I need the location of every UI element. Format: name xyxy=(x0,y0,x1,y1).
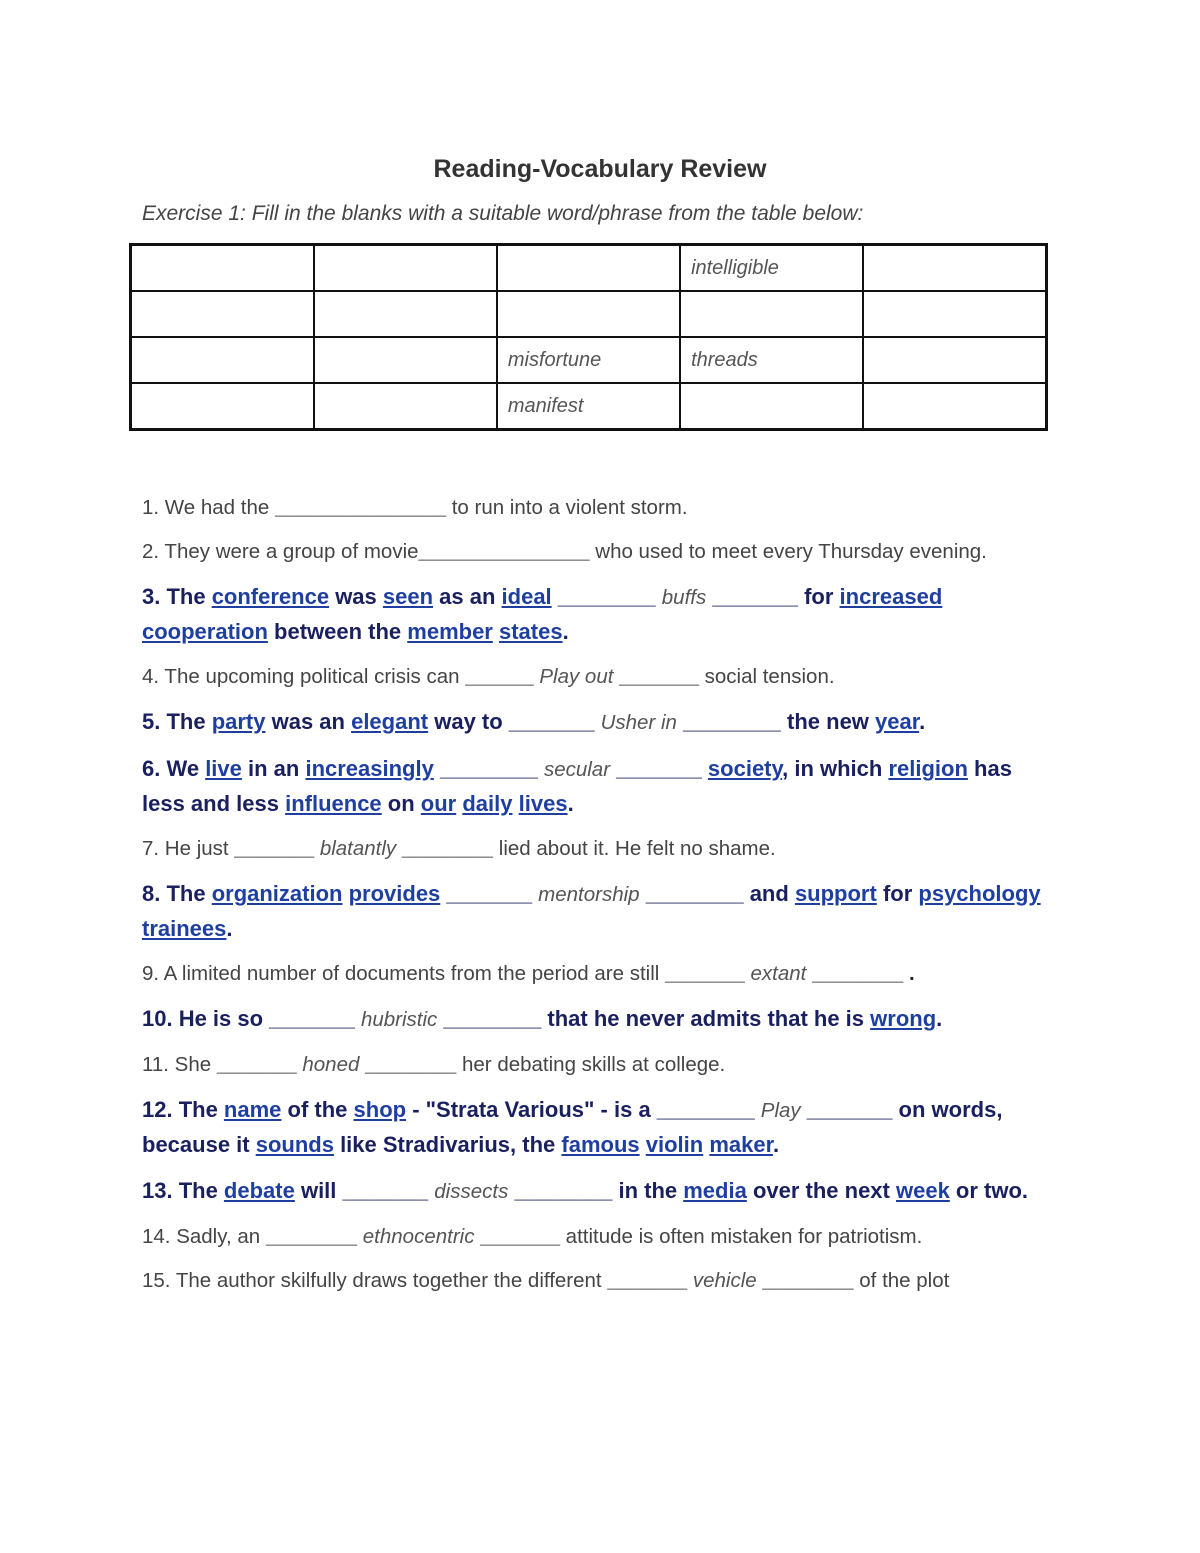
dictionary-link[interactable]: states xyxy=(498,619,563,644)
blank: ________ xyxy=(265,1225,358,1248)
exercise-items xyxy=(142,492,1052,1309)
item-text: 13. The xyxy=(142,1178,224,1203)
answer-word: Play xyxy=(760,1099,801,1122)
blank: _______ xyxy=(665,962,745,985)
dictionary-link[interactable]: organization xyxy=(211,881,343,906)
dictionary-link[interactable]: media xyxy=(683,1178,747,1203)
table-cell xyxy=(863,383,1046,430)
answer-word: secular xyxy=(543,758,611,781)
item-text: way to _______ xyxy=(428,709,601,734)
table-cell xyxy=(497,291,680,337)
dictionary-link[interactable]: elegant xyxy=(351,709,429,734)
blank: _______ xyxy=(234,837,315,860)
item-text: has less and less xyxy=(142,756,1012,816)
item-text: _______ xyxy=(610,756,708,781)
table-cell xyxy=(497,245,680,292)
item-text: ________ xyxy=(433,756,544,781)
blank: _______ xyxy=(480,1225,560,1248)
exercise-item xyxy=(142,958,1052,990)
exercise-item xyxy=(142,1221,1052,1253)
dictionary-link[interactable]: week xyxy=(895,1178,950,1203)
exercise-item xyxy=(142,492,1052,524)
table-cell: intelligible xyxy=(680,245,863,292)
item-text: . xyxy=(919,709,926,734)
answer-word: Play out xyxy=(539,665,614,688)
page-title: Reading-Vocabulary Review xyxy=(433,155,767,183)
blank: ________ xyxy=(365,1053,457,1076)
item-text: lied about it. He felt no shame. xyxy=(493,837,776,860)
blank: _______ xyxy=(607,1269,688,1292)
item-text: ________ xyxy=(551,584,662,609)
exercise-instructions: Exercise 1: Fill in the blanks with a suitable word/phrase from the table below: xyxy=(142,202,864,225)
item-text: . xyxy=(936,1006,943,1031)
blank: ________ xyxy=(401,837,494,860)
answer-word: dissects xyxy=(434,1180,509,1203)
dictionary-link[interactable]: shop xyxy=(353,1097,407,1122)
table-cell xyxy=(314,337,497,383)
item-text: . xyxy=(226,916,233,941)
table-cell: misfortune xyxy=(497,337,680,383)
dictionary-link[interactable]: psychology xyxy=(918,881,1041,906)
exercise-item xyxy=(142,580,1052,649)
item-text: on xyxy=(381,791,421,816)
item-text: of the plot xyxy=(853,1269,950,1292)
blank: ______ xyxy=(465,665,534,688)
item-text: 2. They were a group of movie xyxy=(142,540,419,563)
table-cell xyxy=(863,337,1046,383)
exercise-item xyxy=(142,1093,1052,1162)
item-text: . xyxy=(567,791,574,816)
item-text: of the xyxy=(281,1097,354,1122)
item-text: in an xyxy=(241,756,306,781)
dictionary-link[interactable]: ideal xyxy=(501,584,552,609)
table-cell xyxy=(131,383,314,430)
dictionary-link[interactable]: member xyxy=(407,619,493,644)
answer-word: vehicle xyxy=(692,1269,757,1292)
item-text: who used to meet every Thursday evening. xyxy=(589,540,987,563)
item-text: 12. The xyxy=(142,1097,224,1122)
dictionary-link[interactable]: cooperation xyxy=(142,619,268,644)
table-cell xyxy=(131,291,314,337)
table-cell xyxy=(131,337,314,383)
answer-word: extant xyxy=(750,962,807,985)
item-text: _______ for xyxy=(706,584,840,609)
item-text: 4. The upcoming political crisis can xyxy=(142,665,466,688)
item-text: over the next xyxy=(746,1178,896,1203)
item-text: 10. He is so _______ xyxy=(142,1006,361,1031)
item-text: will _______ xyxy=(294,1178,435,1203)
dictionary-link[interactable]: society xyxy=(707,756,783,781)
item-text: - "Strata Various" - is a ________ xyxy=(406,1097,761,1122)
table-row xyxy=(131,337,1047,383)
answer-word: mentorship xyxy=(538,883,640,906)
table-cell: manifest xyxy=(497,383,680,430)
word-table xyxy=(129,243,1048,431)
dictionary-link[interactable]: support xyxy=(794,881,877,906)
item-text: ________ and xyxy=(639,881,795,906)
item-text: 6. We xyxy=(142,756,206,781)
exercise-item xyxy=(142,833,1052,865)
exercise-item xyxy=(142,877,1052,946)
item-text: , in which xyxy=(782,756,889,781)
table-cell xyxy=(680,383,863,430)
answer-word: blatantly xyxy=(319,837,397,860)
answer-word: hubristic xyxy=(360,1008,438,1031)
item-text: _______ xyxy=(440,881,539,906)
answer-word: buffs xyxy=(661,586,707,609)
item-text: 15. The author skilfully draws together the different xyxy=(142,1269,608,1292)
item-text: 3. The xyxy=(142,584,212,609)
table-cell: threads xyxy=(680,337,863,383)
dictionary-link[interactable]: name xyxy=(223,1097,282,1122)
table-row xyxy=(131,291,1047,337)
dictionary-link[interactable]: lives xyxy=(518,791,568,816)
table-cell xyxy=(131,245,314,292)
item-text: as an xyxy=(433,584,502,609)
exercise-item xyxy=(142,1002,1052,1037)
dictionary-link[interactable]: influence xyxy=(285,791,382,816)
blank: _______________ xyxy=(274,496,446,519)
dictionary-link[interactable]: maker xyxy=(709,1132,773,1157)
item-text: 8. The xyxy=(142,881,212,906)
dictionary-link[interactable]: violin xyxy=(645,1132,704,1157)
dictionary-link[interactable]: seen xyxy=(382,584,434,609)
table-cell xyxy=(863,291,1046,337)
item-text: like Stradivarius, the xyxy=(333,1132,562,1157)
dictionary-link[interactable]: famous xyxy=(561,1132,640,1157)
blank: _______ xyxy=(619,665,699,688)
exercise-item xyxy=(142,1265,1052,1297)
exercise-item xyxy=(142,661,1052,693)
dictionary-link[interactable]: daily xyxy=(462,791,513,816)
dictionary-link[interactable]: sounds xyxy=(255,1132,334,1157)
dictionary-link[interactable]: trainees xyxy=(142,916,227,941)
dictionary-link[interactable]: our xyxy=(420,791,457,816)
table-cell xyxy=(680,291,863,337)
item-text: was xyxy=(329,584,383,609)
item-text: or two. xyxy=(949,1178,1029,1203)
dictionary-link[interactable]: wrong xyxy=(870,1006,937,1031)
item-text: _______ on words, because it xyxy=(142,1097,1003,1157)
table-cell xyxy=(863,245,1046,292)
exercise-item xyxy=(142,752,1052,821)
item-text: to run into a violent storm. xyxy=(446,496,688,519)
item-text: ________ that he never admits that he is xyxy=(437,1006,871,1031)
exercise-item xyxy=(142,705,1052,740)
dictionary-link[interactable]: increasingly xyxy=(305,756,434,781)
table-cell xyxy=(314,245,497,292)
blank: _______ xyxy=(216,1053,297,1076)
dictionary-link[interactable]: conference xyxy=(211,584,330,609)
item-text: was an xyxy=(265,709,352,734)
table-row xyxy=(131,245,1047,292)
dictionary-link[interactable]: religion xyxy=(888,756,968,781)
dictionary-link[interactable]: increased xyxy=(839,584,943,609)
blank: ________ xyxy=(762,1269,854,1292)
item-text: for xyxy=(876,881,919,906)
item-text: . xyxy=(772,1132,780,1157)
item-text: ________ the new xyxy=(676,709,876,734)
answer-word: Usher in xyxy=(600,711,677,734)
exercise-item xyxy=(142,1174,1052,1209)
item-text: attitude is often mistaken for patriotism. xyxy=(559,1225,923,1248)
item-text: 9. A limited number of documents from the period are still xyxy=(142,962,666,985)
item-text: . xyxy=(562,619,569,644)
dictionary-link[interactable]: year xyxy=(875,709,920,734)
item-text: 7. He just xyxy=(142,837,235,860)
item-text: between the xyxy=(267,619,408,644)
item-text: social tension. xyxy=(698,665,835,688)
dictionary-link[interactable]: live xyxy=(205,756,242,781)
table-row xyxy=(131,383,1047,430)
dictionary-link[interactable]: provides xyxy=(348,881,441,906)
blank: _______________ xyxy=(418,540,590,563)
item-text: 14. Sadly, an xyxy=(142,1225,266,1248)
answer-word: ethnocentric xyxy=(362,1225,475,1248)
dictionary-link[interactable]: debate xyxy=(223,1178,295,1203)
item-text: 1. We had the xyxy=(142,496,275,519)
item-text: ________ in the xyxy=(508,1178,684,1203)
item-text: her debating skills at college. xyxy=(456,1053,726,1076)
table-cell xyxy=(314,383,497,430)
exercise-item xyxy=(142,1049,1052,1081)
table-cell xyxy=(314,291,497,337)
item-text: 11. She xyxy=(142,1053,217,1076)
item-text: 5. The xyxy=(142,709,212,734)
exercise-item xyxy=(142,536,1052,568)
answer-word: honed xyxy=(302,1053,360,1076)
blank: ________ . xyxy=(812,962,915,985)
dictionary-link[interactable]: party xyxy=(211,709,266,734)
